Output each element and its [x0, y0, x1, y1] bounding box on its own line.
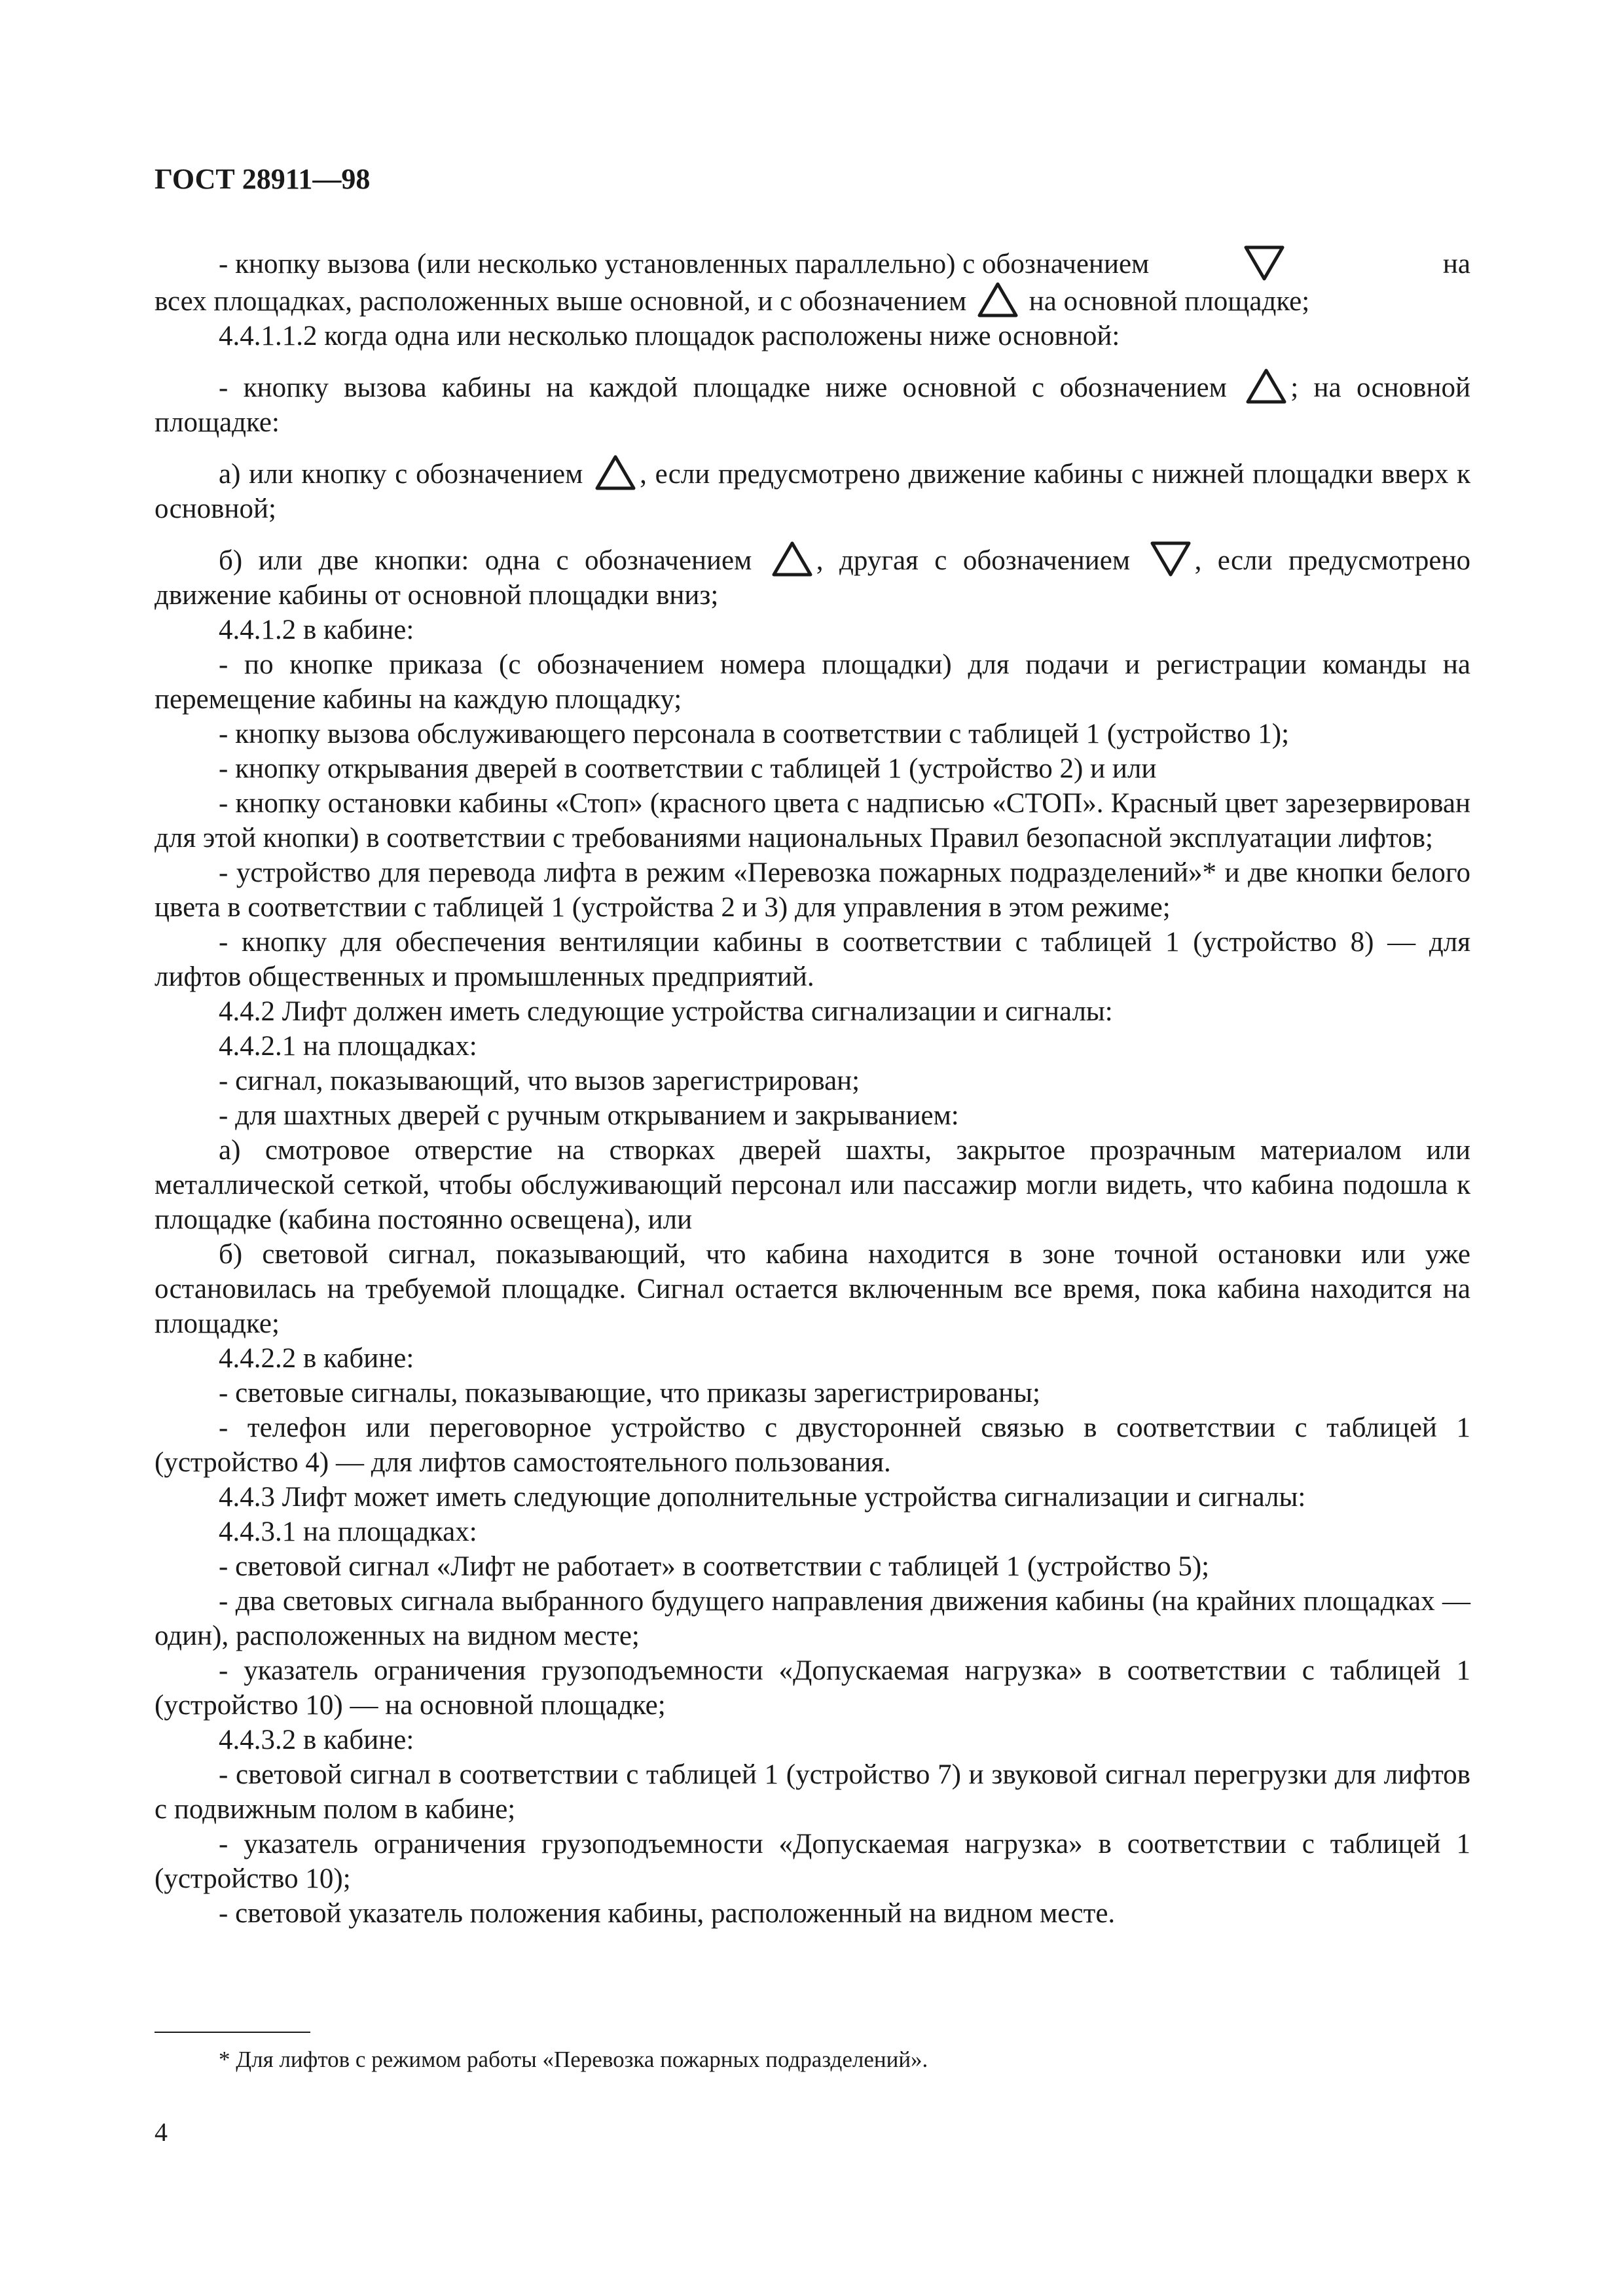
paragraph: - световой сигнал в соответствии с таблицей 1 (устройство 7) и звуковой сигнал перегрузки для лифтов с подвижным полом в кабине; [155, 1759, 1470, 1825]
paragraph: - световые сигналы, показывающие, что приказы зарегистрированы; [219, 1378, 1040, 1408]
triangle-down-icon [1149, 541, 1192, 577]
paragraph-option-b [155, 541, 1470, 613]
paragraph-call-button [155, 245, 1470, 281]
paragraph-call-button-cont [155, 281, 1470, 319]
paragraph: а) смотровое отверстие на створках дверей шахты, закрытое прозрачным материалом или металлической сеткой, чтобы обслуживающий персонал или пассажир могли видеть, что кабина подошла к площадке (кабина постоянно освещена), или [155, 1135, 1470, 1235]
paragraph: 4.4.3 Лифт может иметь следующие дополнительные устройства сигнализации и сигналы: [219, 1482, 1306, 1513]
document-header: ГОСТ 28911—98 [155, 163, 371, 195]
paragraph: - кнопку остановки кабины «Стоп» (красного цвета с надписью «СТОП». Красный цвет зарезервирован для этой кнопки) в соответствии с требованиями национальных Правил безопасной эксплуатации лифтов; [155, 788, 1470, 853]
paragraph: - кнопку открывания дверей в соответствии с таблицей 1 (устройство 2) и или [219, 753, 1157, 784]
text-span: а) или кнопку с обозначением [219, 459, 583, 490]
triangle-up-icon [771, 541, 814, 577]
paragraph: - кнопку для обеспечения вентиляции кабины в соответствии с таблицей 1 (устройство 8) — для лифтов общественных и промышленных предприятий. [155, 927, 1470, 992]
text-span: б) или две кнопки: одна с обозначением [219, 545, 752, 576]
paragraph: - сигнал, показывающий, что вызов зарегистрирован; [219, 1066, 860, 1096]
text-span: ; на основной площадке: [155, 372, 1470, 438]
footnote-divider [155, 2032, 310, 2033]
triangle-down-icon [1243, 245, 1286, 281]
paragraph: - телефон или переговорное устройство с двусторонней связью в соответствии с таблицей 1 (устройство 4) — для лифтов самостоятельного пользования. [155, 1412, 1470, 1478]
paragraph: - для шахтных дверей с ручным открыванием и закрыванием: [219, 1100, 959, 1131]
paragraph: 4.4.2.1 на площадках: [219, 1031, 477, 1062]
text-span: на основной площадке; [1029, 286, 1310, 317]
text-span: - кнопку вызова кабины на каждой площадке ниже основной с обозначением [219, 372, 1227, 403]
page-number: 4 [155, 2117, 168, 2147]
call-button-text-end: на [1442, 249, 1470, 279]
paragraph: 4.4.1.2 в кабине: [219, 615, 414, 645]
call-button-text: - кнопку вызова (или несколько установленных параллельно) с обозначением [219, 249, 1150, 279]
paragraph: - световой сигнал «Лифт не работает» в соответствии с таблицей 1 (устройство 5); [219, 1551, 1210, 1582]
text-span: , другая с обозначением [816, 545, 1131, 576]
paragraph: 4.4.3.1 на площадках: [219, 1516, 477, 1547]
document-body [155, 245, 1470, 1931]
paragraph: - световой указатель положения кабины, расположенный на видном месте. [219, 1898, 1116, 1929]
text-span: , если предусмотрено движение кабины с нижней площадки вверх к основной; [155, 459, 1470, 524]
triangle-up-icon [1245, 368, 1288, 404]
paragraph-4-4-1-1-2: 4.4.1.1.2 когда одна или несколько площадок расположены ниже основной: [219, 321, 1120, 351]
paragraph: - два световых сигнала выбранного будущего направления движения кабины (на крайних площадках — один), расположенных на видном месте; [155, 1586, 1470, 1651]
paragraph: 4.4.2 Лифт должен иметь следующие устройства сигнализации и сигналы: [219, 996, 1113, 1027]
triangle-up-icon [594, 454, 637, 491]
paragraph: - кнопку вызова обслуживающего персонала в соответствии с таблицей 1 (устройство 1); [219, 719, 1290, 749]
footnote: * Для лифтов с режимом работы «Перевозка пожарных подразделений». [219, 2047, 928, 2072]
paragraph: - указатель ограничения грузоподъемности «Допускаемая нагрузка» в соответствии с таблицей 1 (устройство 10); [155, 1829, 1470, 1894]
paragraph: - указатель ограничения грузоподъемности «Допускаемая нагрузка» в соответствии с таблицей 1 (устройство 10) — на основной площадке; [155, 1655, 1470, 1721]
paragraph: б) световой сигнал, показывающий, что кабина находится в зоне точной остановки или уже остановилась на требуемой площадке. Сигнал остается включенным все время, пока кабина находится на площадке; [155, 1239, 1470, 1339]
triangle-up-icon [976, 281, 1019, 318]
paragraph: 4.4.2.2 в кабине: [219, 1343, 414, 1374]
paragraph: - по кнопке приказа (с обозначением номера площадки) для подачи и регистрации команды на перемещение кабины на каждую площадку; [155, 649, 1470, 715]
paragraph-below-main [155, 368, 1470, 440]
paragraph: 4.4.3.2 в кабине: [219, 1725, 414, 1755]
text-span: всех площадках, расположенных выше основной, и с обозначением [155, 286, 967, 317]
paragraph: - устройство для перевода лифта в режим «Перевозка пожарных подразделений»* и две кнопки белого цвета в соответствии с таблицей 1 (устройства 2 и 3) для управления в этом режиме; [155, 857, 1470, 923]
paragraph-option-a [155, 454, 1470, 526]
text-span: , если предусмотрено движение кабины от основной площадки вниз; [155, 545, 1471, 611]
